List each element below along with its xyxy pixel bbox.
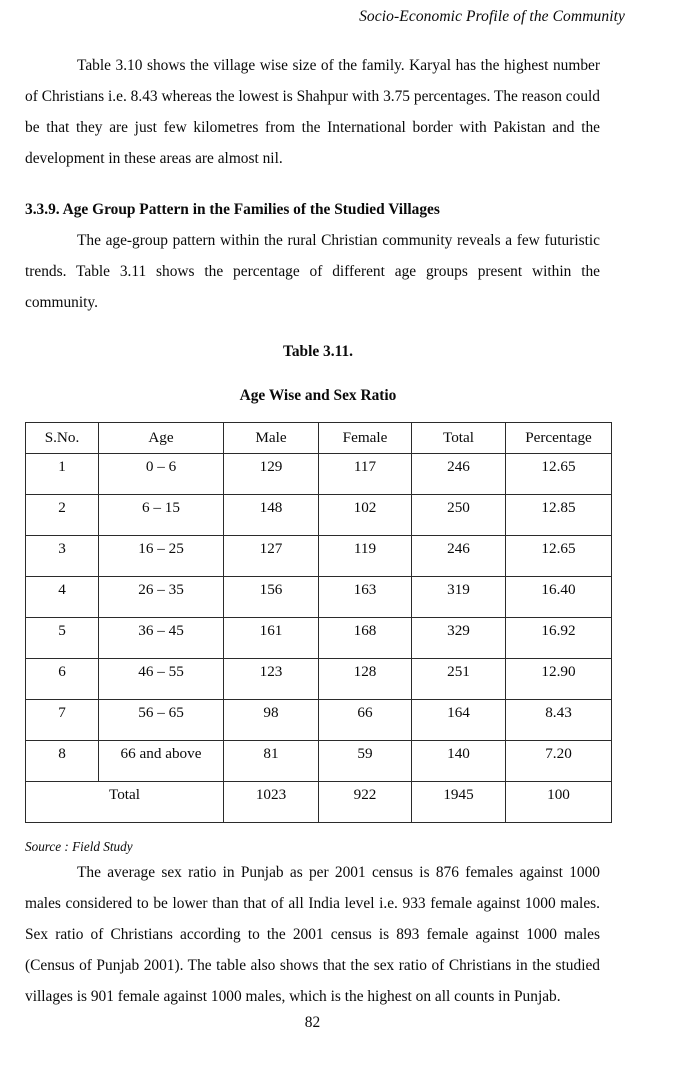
cell-male: 127	[224, 536, 319, 577]
cell-total: 140	[412, 741, 506, 782]
cell-female: 59	[319, 741, 412, 782]
cell-total: 329	[412, 618, 506, 659]
cell-sno: 3	[26, 536, 99, 577]
table-row	[26, 454, 612, 495]
cell-age: 66 and above	[99, 741, 224, 782]
column-header-male: Male	[224, 423, 319, 454]
cell-male: 129	[224, 454, 319, 495]
cell-total-percentage: 100	[506, 782, 612, 823]
cell-age: 26 – 35	[99, 577, 224, 618]
table-caption-title: Age Wise and Sex Ratio	[239, 387, 397, 404]
cell-age: 36 – 45	[99, 618, 224, 659]
table-row	[26, 741, 612, 782]
cell-sno: 6	[26, 659, 99, 700]
table-row	[26, 536, 612, 577]
cell-total: 250	[412, 495, 506, 536]
running-header: Socio-Economic Profile of the Community	[359, 8, 625, 25]
cell-male: 161	[224, 618, 319, 659]
cell-percentage: 12.65	[506, 454, 612, 495]
column-header-age: Age	[99, 423, 224, 454]
cell-male: 148	[224, 495, 319, 536]
column-header-percentage: Percentage	[506, 423, 612, 454]
cell-male: 123	[224, 659, 319, 700]
intro-paragraph: Table 3.10 shows the village wise size of the family. Karyal has the highest number of Christians i.e. 8.43 whereas the lowest is Shahpur with 3.75 percentages. The reason could be that they are just few kilometres from the International border with Pakistan and the development in these areas are almost nil.	[25, 57, 600, 167]
cell-age: 56 – 65	[99, 700, 224, 741]
table-row	[26, 577, 612, 618]
cell-male: 98	[224, 700, 319, 741]
cell-total-male: 1023	[224, 782, 319, 823]
cell-total: 246	[412, 454, 506, 495]
table-header-row	[26, 423, 612, 454]
cell-male: 81	[224, 741, 319, 782]
section-heading: 3.3.9. Age Group Pattern in the Families of the Studied Villages	[25, 201, 440, 218]
cell-female: 66	[319, 700, 412, 741]
cell-age: 46 – 55	[99, 659, 224, 700]
cell-total: 251	[412, 659, 506, 700]
table-caption-number: Table 3.11.	[283, 343, 353, 360]
age-group-paragraph: The age-group pattern within the rural Christian community reveals a few futuristic trends. Table 3.11 shows the percentage of different age groups present within the community.	[25, 232, 600, 311]
cell-percentage: 7.20	[506, 741, 612, 782]
cell-age: 6 – 15	[99, 495, 224, 536]
table-total-row	[26, 782, 612, 823]
cell-female: 119	[319, 536, 412, 577]
cell-total: 164	[412, 700, 506, 741]
column-header-female: Female	[319, 423, 412, 454]
column-header-total: Total	[412, 423, 506, 454]
age-sex-ratio-table	[25, 422, 612, 823]
cell-sno: 1	[26, 454, 99, 495]
page-number: 82	[304, 1014, 321, 1031]
cell-female: 163	[319, 577, 412, 618]
table-row	[26, 495, 612, 536]
cell-percentage: 16.40	[506, 577, 612, 618]
cell-sno: 5	[26, 618, 99, 659]
column-header-sno: S.No.	[26, 423, 99, 454]
cell-age: 0 – 6	[99, 454, 224, 495]
cell-age: 16 – 25	[99, 536, 224, 577]
table-row	[26, 700, 612, 741]
cell-total-female: 922	[319, 782, 412, 823]
cell-percentage: 12.65	[506, 536, 612, 577]
cell-percentage: 12.90	[506, 659, 612, 700]
cell-sno: 7	[26, 700, 99, 741]
cell-total-total: 1945	[412, 782, 506, 823]
cell-percentage: 8.43	[506, 700, 612, 741]
cell-sno: 8	[26, 741, 99, 782]
table-row	[26, 618, 612, 659]
page-content	[25, 50, 600, 1012]
cell-percentage: 12.85	[506, 495, 612, 536]
cell-percentage: 16.92	[506, 618, 612, 659]
table-source-note: Source : Field Study	[25, 839, 133, 854]
cell-female: 168	[319, 618, 412, 659]
cell-sno: 4	[26, 577, 99, 618]
cell-total: 246	[412, 536, 506, 577]
closing-paragraph: The average sex ratio in Punjab as per 2001 census is 876 females against 1000 males considered to be lower than that of all India level i.e. 933 female against 1000 males. Sex ratio of Christians according to the 2001 census is 893 female against 1000 males (Census of Punjab 2001). The table also shows that the sex ratio of Christians in the studied villages is 901 female against 1000 males, which is the highest on all counts in Punjab.	[25, 864, 600, 1005]
cell-total-label: Total	[26, 782, 224, 823]
table-row	[26, 659, 612, 700]
cell-sno: 2	[26, 495, 99, 536]
cell-total: 319	[412, 577, 506, 618]
cell-female: 117	[319, 454, 412, 495]
cell-female: 102	[319, 495, 412, 536]
cell-male: 156	[224, 577, 319, 618]
cell-female: 128	[319, 659, 412, 700]
